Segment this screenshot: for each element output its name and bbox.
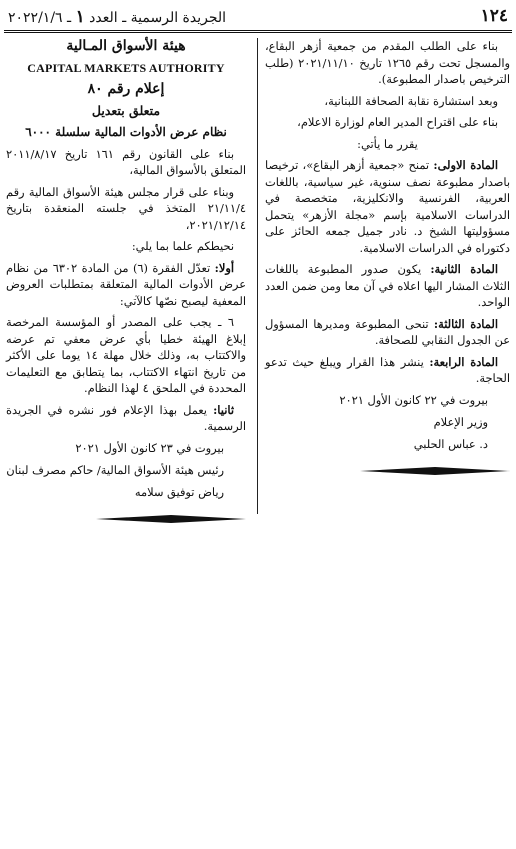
article-text: تمنح «جمعية أزهر البقاع»، ترخيصا باصدار مطبوعة نصف سنوية، غير سياسية، باللغات العربية، الفرنسية والانكليزية، متخصصة في الدراسات الاسلامية بإسم «مجلة الأزهر» يتحمل مسؤوليتها الشيخ د. نادر جميل جمعه الحائز على دكتوراه في الدراسات الاسلامية. xyxy=(265,158,510,255)
signature-name: رياض توفيق سلامه xyxy=(134,484,224,499)
notice-subject: نظام عرض الأدوات المالية سلسلة ٦٠٠٠ xyxy=(25,125,227,139)
article-label: المادة الثانية: xyxy=(430,262,498,276)
signature-title: وزير الإعلام xyxy=(433,414,488,429)
paragraph: بناء على القانون رقم ١٦١ تاريخ ٢٠١١/٨/١٧ المتعلق بالأسواق المالية، xyxy=(6,146,246,177)
clause-second xyxy=(6,402,246,435)
column-divider xyxy=(257,38,258,514)
notice-title: إعلام رقم ٨٠ xyxy=(87,81,165,97)
article-1 xyxy=(265,157,510,256)
article-label: المادة الاولى: xyxy=(433,158,499,172)
issue-date: ـ ٢٠٢٢/١/٦ xyxy=(8,10,72,26)
paragraph: بناء على اقتراح المدير العام لوزارة الاعلام، xyxy=(297,115,498,129)
right-column xyxy=(265,38,510,480)
article-label: المادة الثالثة: xyxy=(433,316,498,331)
decision-intro: يقرر ما يأتي: xyxy=(357,136,418,151)
article-3 xyxy=(265,316,510,349)
gazette-title: الجريدة الرسمية ـ العدد xyxy=(89,10,227,26)
clause-text: يعمل بهذا الإعلام فور نشره في الجريدة الرسمية. xyxy=(6,402,246,433)
article-text: ينشر هذا القرار ويبلغ حيث تدعو الحاجة. xyxy=(265,354,510,385)
page-number: ١٢٤ xyxy=(480,6,508,26)
quoted-paragraph: ٦ ـ يجب على المصدر أو المؤسسة المرخصة إبلاغ الهيئة خطيا بأي عرض معفي تم عرضه والاكتتاب به، وذلك خلال مهلة ١٤ يوما على الأكثر من تاريخ انتهاء الاكتتاب، بما يتطابق مع التعليمات المحددة في الملحق ٤ لهذا النظام. xyxy=(6,315,247,395)
left-column xyxy=(6,38,246,528)
article-label: المادة الرابعة: xyxy=(429,354,499,369)
article-4 xyxy=(265,354,510,387)
signature-date: بيروت في ٢٢ كانون الأول ٢٠٢١ xyxy=(339,392,488,407)
paragraph: وبعد استشارة نقابة الصحافة اللبنانية، xyxy=(324,93,498,108)
signature-date: بيروت في ٢٣ كانون الأول ٢٠٢١ xyxy=(75,440,224,455)
paragraph: بناء على الطلب المقدم من جمعية أزهر البقاع، والمسجل تحت رقم ١٢٦٥ تاريخ ٢٠٢١/١١/١٠ (طلب الترخيص باصدار المطبوعة). xyxy=(265,39,510,86)
article-text: تنحى المطبوعة ومديرها المسؤول عن الجدول النقابي للصحافة. xyxy=(265,316,510,347)
signature-title: رئيس هيئة الأسواق المالية/ حاكم مصرف لبنان xyxy=(6,462,224,477)
clause-label: أولا: xyxy=(214,260,234,275)
authority-name-english: CAPITAL MARKETS AUTHORITY xyxy=(27,60,225,75)
ornament-divider xyxy=(96,514,246,524)
paragraph: وبناء على قرار مجلس هيئة الأسواق المالية رقم ٢١/١١/٤ المتخذ في جلسته المنعقدة بتاريخ ٢٠٢١/١٢/١٤، xyxy=(6,184,246,232)
notice-subtitle: متعلق بتعديل xyxy=(91,102,161,118)
clause-label: ثانيا: xyxy=(213,402,235,417)
page-header xyxy=(4,4,512,33)
issue-number: ١ xyxy=(75,7,85,27)
ornament-divider xyxy=(360,466,510,476)
article-2 xyxy=(265,261,510,311)
authority-name-arabic: هيئة الأسواق المـالية xyxy=(66,38,186,54)
article-text: يكون صدور المطبوعة باللغات الثلاث المشار اليها اعلاه في آن معا ومن ضمن العدد الواحد. xyxy=(265,262,510,309)
clause-text: تعدّل الفقرة (٦) من المادة ٦٣٠٢ من نظام عرض الأدوات المالية المتعلقة بمتطلبات العروض المعفية ليصبح نصّها كالآتي: xyxy=(6,260,246,308)
paragraph: نحيطكم علما بما يلي: xyxy=(131,239,234,253)
gazette-issue-line xyxy=(8,7,226,27)
clause-first xyxy=(6,260,246,310)
signature-name: د. عباس الحلبي xyxy=(413,436,488,451)
